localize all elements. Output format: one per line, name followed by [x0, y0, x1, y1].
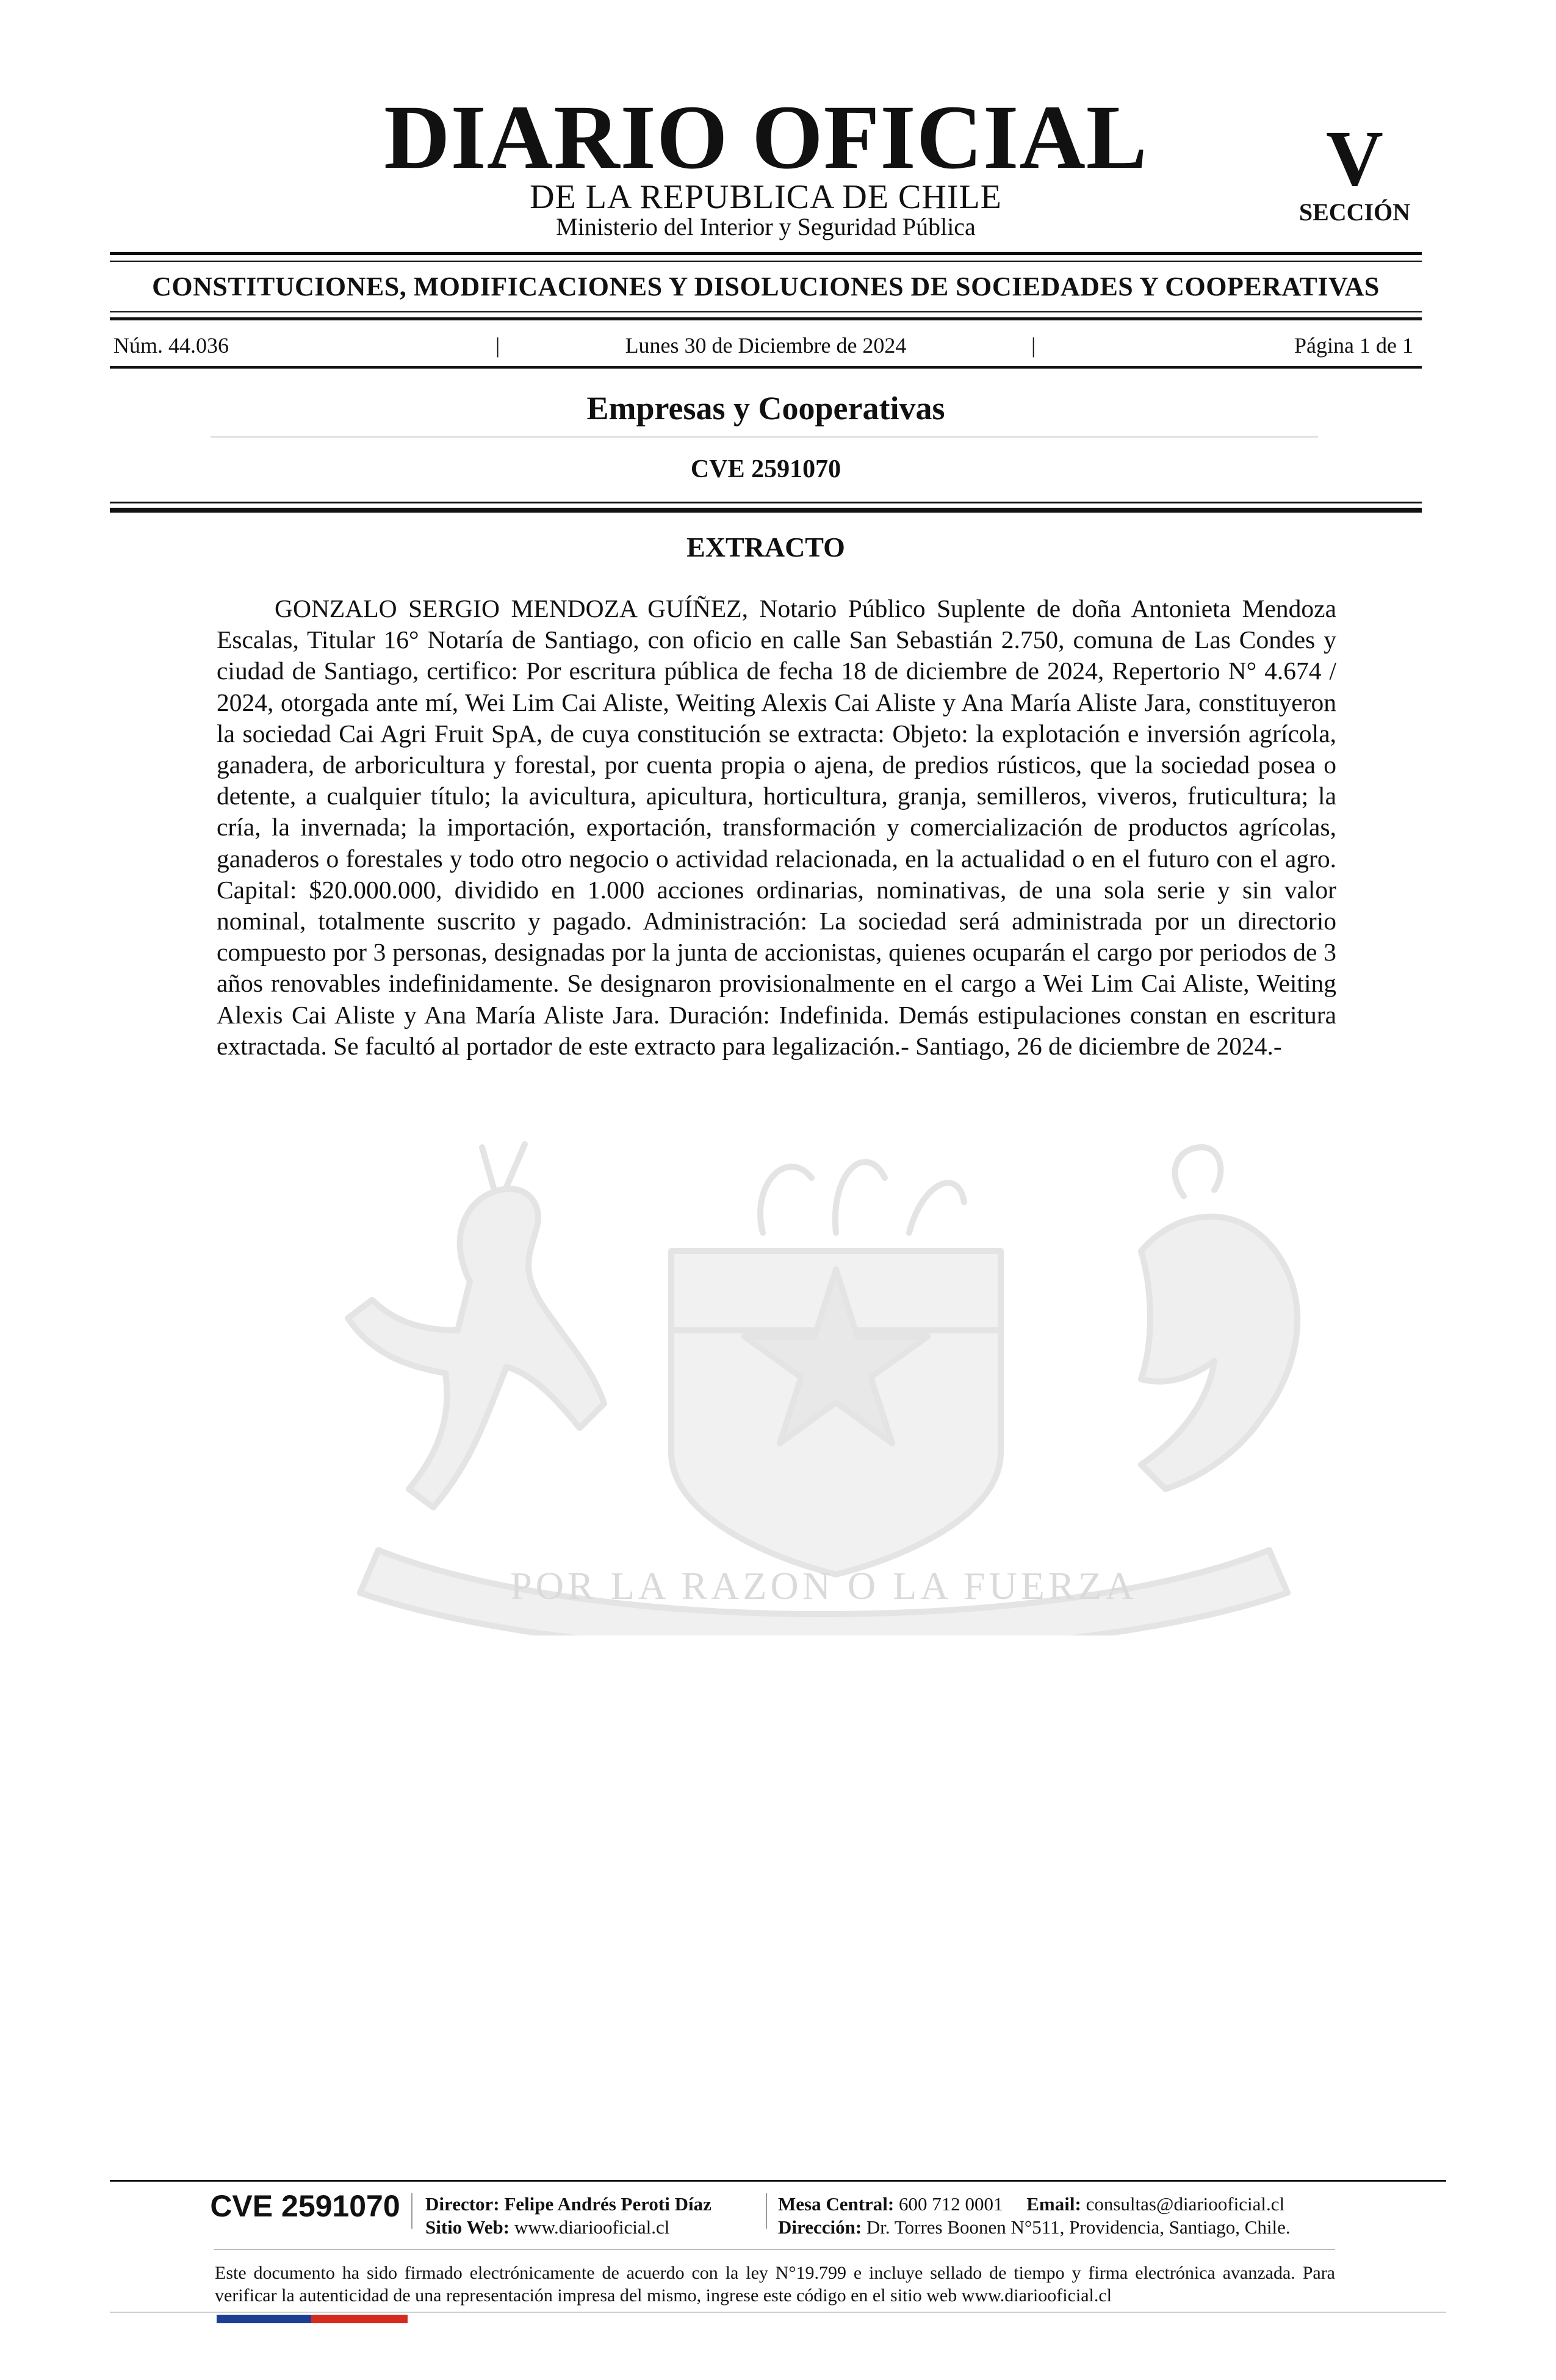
website-label: Sitio Web:: [425, 2216, 510, 2238]
email-link[interactable]: consultas@diariooficial.cl: [1086, 2193, 1285, 2215]
footer-column-divider: [411, 2193, 412, 2229]
rule-divider: [110, 502, 1422, 503]
rule-divider: [110, 311, 1422, 312]
masthead-ministry: Ministerio del Interior y Seguridad Pública: [556, 213, 976, 240]
rule-divider: [110, 317, 1422, 320]
category-heading: Empresas y Cooperativas: [586, 390, 945, 427]
signature-note: Este documento ha sido firmado electrónicamente de acuerdo con la ley N°19.799 e incluye sellado de tiempo y firma electrónica avanzada. Para verificar la autenticidad de una representación impresa del mismo, ingrese este código en el sitio web www.diariooficial.cl: [215, 2263, 1335, 2306]
cve-code: CVE 2591070: [690, 455, 841, 483]
footer-column-divider: [766, 2193, 767, 2229]
section-title: CONSTITUCIONES, MODIFICACIONES Y DISOLUCIONES DE SOCIEDADES Y COOPERATIVAS: [152, 272, 1380, 301]
rule-divider: [110, 366, 1422, 369]
website-link[interactable]: www.diariooficial.cl: [514, 2216, 670, 2238]
rule-divider: [110, 261, 1422, 262]
rule-divider: [110, 508, 1422, 513]
flag-stripe-red: [311, 2315, 408, 2323]
address-label: Dirección:: [778, 2216, 862, 2238]
section-label: SECCIÓN: [1298, 198, 1411, 226]
document-body: GONZALO SERGIO MENDOZA GUÍÑEZ, Notario Público Suplente de doña Antonieta Mendoza Escalas, Titular 16° Notaría de Santiago, con oficio en calle San Sebastián 2.750, comuna de Las Condes y ciudad de Santiago, certifico: Por escritura pública de fecha 18 de diciembre de 2024, Repertorio N° 4.674 / 2024, otorgada ante mí, Wei Lim Cai Aliste, Weiting Alexis Cai Aliste y Ana María Aliste Jara, constituyeron la sociedad Cai Agri Fruit SpA, de cuya constitución se extracta: Objeto: la explotación e inversión agrícola, ganadera, de arboricultura y forestal, por cuenta propia o ajena, de predios rústicos, que la sociedad posea o detente, a cualquier título; la avicultura, apicultura, horticultura, granja, semilleros, viveros, fruticultura; la cría, la invernada; la importación, exportación, transformación y comercialización de productos agrícolas, ganaderos o forestales y todo otro negocio o actividad relacionada, en la actualidad o en el futuro con el agro. Capital: $20.000.000, dividido en 1.000 acciones ordinarias, nominativas, de una sola serie y sin valor nominal, totalmente suscrito y pagado. Administración: La sociedad será administrada por un directorio compuesto por 3 personas, designadas por la junta de accionistas, quienes ocuparán el cargo por periodos de 3 años renovables indefinidamente. Se designaron provisionalmente en el cargo a Wei Lim Cai Aliste, Weiting Alexis Cai Aliste y Ana María Aliste Jara. Duración: Indefinida. Demás estipulaciones constan en escritura extractada. Se facultó al portador de este extracto para legalización.- Santiago, 26 de diciembre de 2024.-: [217, 594, 1336, 1060]
coat-of-arms-icon: [287, 1111, 1361, 1635]
info-separator: |: [495, 333, 500, 358]
section-number: V: [1326, 115, 1383, 203]
document-heading: EXTRACTO: [686, 532, 845, 563]
director-name: Felipe Andrés Peroti Díaz: [504, 2193, 711, 2215]
info-separator: |: [1031, 333, 1036, 358]
page-count: Página 1 de 1: [1294, 333, 1413, 358]
rule-divider: [211, 436, 1318, 438]
rule-divider: [110, 252, 1422, 255]
director-label: Director:: [425, 2193, 500, 2215]
footer-cve-code: CVE 2591070: [210, 2189, 400, 2223]
footer-director-block: [425, 2193, 711, 2239]
issue-date: Lunes 30 de Diciembre de 2024: [625, 333, 907, 358]
masthead-title: DIARIO OFICIAL: [384, 87, 1148, 188]
phone-label: Mesa Central:: [778, 2193, 895, 2215]
motto-text: POR LA RAZON O LA FUERZA: [510, 1564, 1137, 1607]
footer-rule: [110, 2180, 1446, 2182]
footer-contact-block: [778, 2193, 1291, 2239]
address-text: Dr. Torres Boonen N°511, Providencia, Santiago, Chile.: [866, 2216, 1291, 2238]
flag-stripe-blue: [217, 2315, 311, 2323]
masthead-subtitle: DE LA REPUBLICA DE CHILE: [530, 178, 1002, 216]
phone-number: 600 712 0001: [899, 2193, 1003, 2215]
issue-number: Núm. 44.036: [113, 333, 229, 358]
footer-rule: [214, 2249, 1335, 2250]
footer-rule: [110, 2312, 1446, 2313]
email-label: Email:: [1026, 2193, 1081, 2215]
